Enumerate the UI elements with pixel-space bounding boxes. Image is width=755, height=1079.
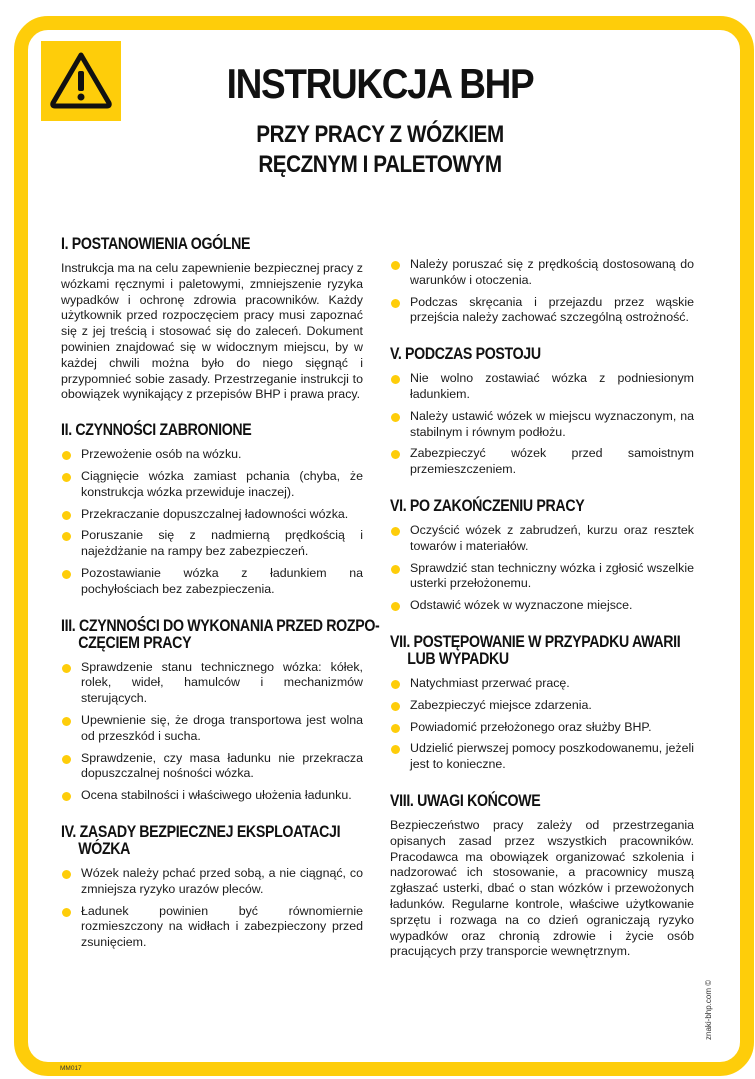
list-item: Natychmiast przerwać pracę. xyxy=(390,676,694,692)
bullet-dot-icon xyxy=(391,299,400,308)
bullet-dot-icon xyxy=(391,724,400,733)
page-title: INSTRUKCJA BHP xyxy=(226,60,534,107)
section-4-heading: IV. ZASADY BEZPIECZNEJ EKSPLOATACJI WÓZKA xyxy=(61,822,341,858)
bullet-dot-icon xyxy=(391,745,400,754)
subtitle-line-1: PRZY PRACY Z WÓZKIEM xyxy=(256,121,504,148)
list-item: Przekraczanie dopuszczalnej ładowności wózka. xyxy=(61,507,363,523)
warning-triangle-icon xyxy=(49,51,113,109)
list-item: Nie wolno zostawiać wózka z podniesionym ładunkiem. xyxy=(390,371,694,403)
list-item: Ciągnięcie wózka zamiast pchania (chyba, że konstrukcja wózka przewiduje inaczej). xyxy=(61,469,363,501)
list-item: Sprawdzenie, czy masa ładunku nie przekracza dopuszczalnej nośności wózka. xyxy=(61,751,363,783)
section-6-heading: VI. PO ZAKOŃCZENIU PRACY xyxy=(390,496,585,515)
bullet-dot-icon xyxy=(62,570,71,579)
bullet-dot-icon xyxy=(62,908,71,917)
bullet-dot-icon xyxy=(62,870,71,879)
section-8-heading: VIII. UWAGI KOŃCOWE xyxy=(390,791,541,810)
list-item: Powiadomić przełożonego oraz służby BHP. xyxy=(390,720,694,736)
section-1-heading: I. POSTANOWIENIA OGÓLNE xyxy=(61,235,251,253)
section-4-list-left xyxy=(61,866,363,951)
section-6-list xyxy=(390,523,694,614)
list-item: Przewożenie osób na wózku. xyxy=(61,447,363,463)
section-2-list xyxy=(61,447,363,597)
section-5-heading: V. PODCZAS POSTOJU xyxy=(390,345,541,364)
bullet-dot-icon xyxy=(391,527,400,536)
subtitle-line-2: RĘCZNYM I PALETOWYM xyxy=(258,151,502,178)
section-4-list-right xyxy=(390,257,694,326)
list-item: Należy poruszać się z prędkością dostosowaną do warunków i otoczenia. xyxy=(390,257,694,289)
page-subtitle xyxy=(174,120,587,180)
product-code: MM017 xyxy=(60,1065,82,1072)
list-item: Upewnienie się, że droga transportowa jest wolna od przeszkód i sucha. xyxy=(61,713,363,745)
bullet-dot-icon xyxy=(62,717,71,726)
list-item: Zabezpieczyć miejsce zdarzenia. xyxy=(390,698,694,714)
section-7-list xyxy=(390,676,694,773)
copyright-text: znaki-bhp.com © xyxy=(704,979,713,1040)
bullet-dot-icon xyxy=(62,451,71,460)
list-item: Zabezpieczyć wózek przed samoistnym przemieszczeniem. xyxy=(390,446,694,478)
section-1-text: Instrukcja ma na celu zapewnienie bezpiecznej pracy z wózkami ręcznymi i paletowymi, zmniejszenie ryzyka wypadków i ochronę zdrowia pracowników. Każdy użytkownik przed rozpoczęciem pracy musi zapoznać się z jej treścią i stosować się do zaleceń. Dokument powinien znajdować się w widocznym miejscu, by w każdej chwili można było do niego sięgnąć i przypomnieć sobie zasady. Przestrzeganie instrukcji to obowiązek wynikający z przepisów BHP i prawa pracy. xyxy=(61,261,363,402)
list-item: Wózek należy pchać przed sobą, a nie ciągnąć, co zmniejsza ryzyko urazów pleców. xyxy=(61,866,363,898)
list-item: Ocena stabilności i właściwego ułożenia ładunku. xyxy=(61,788,363,804)
warning-badge xyxy=(41,41,121,121)
bullet-dot-icon xyxy=(62,755,71,764)
list-item: Ładunek powinien być równomiernie rozmieszczony na widłach i zabezpieczony przed zsunięciem. xyxy=(61,904,363,951)
bullet-dot-icon xyxy=(62,792,71,801)
bullet-dot-icon xyxy=(391,375,400,384)
bullet-dot-icon xyxy=(62,664,71,673)
right-column xyxy=(390,257,694,960)
bullet-dot-icon xyxy=(391,702,400,711)
list-item: Sprawdzić stan techniczny wózka i zgłosić wszelkie usterki przełożonemu. xyxy=(390,561,694,593)
bullet-dot-icon xyxy=(391,680,400,689)
section-7-heading: VII. POSTĘPOWANIE W PRZYPADKU AWARII LUB WYPADKU xyxy=(390,632,681,668)
list-item: Oczyścić wózek z zabrudzeń, kurzu oraz resztek towarów i materiałów. xyxy=(390,523,694,555)
section-3-heading: III. CZYNNOŚCI DO WYKONANIA PRZED ROZPO- CZĘCIEM PRACY xyxy=(61,616,380,652)
section-8-text: Bezpieczeństwo pracy zależy od przestrzegania opisanych zasad przez wszystkich pracowników. Pracodawca ma obowiązek organizować szkolenia i nadzorować ich stosowanie, a pracownicy muszą zgłaszać usterki, dbać o stan wózków i przewożonych ładunków. Regularne kontrole, właściwe użytkowanie sprzętu i rozwaga na co dzień ograniczają ryzyko wypadków oraz chronią zdrowie i życie osób pracujących przy transporcie wewnętrznym. xyxy=(390,817,694,959)
list-item: Poruszanie się z nadmierną prędkością i najeżdżanie na rampy bez zabezpieczeń. xyxy=(61,528,363,560)
bullet-dot-icon xyxy=(391,261,400,270)
list-item: Sprawdzenie stanu technicznego wózka: kółek, rolek, wideł, hamulców i mechanizmów sterujących. xyxy=(61,660,363,707)
left-column xyxy=(61,235,380,957)
list-item: Odstawić wózek w wyznaczone miejsce. xyxy=(390,598,694,614)
bullet-dot-icon xyxy=(391,413,400,422)
list-item: Podczas skręcania i przejazdu przez wąskie przejścia należy zachować szczególną ostrożność. xyxy=(390,295,694,327)
bullet-dot-icon xyxy=(391,565,400,574)
bullet-dot-icon xyxy=(62,511,71,520)
bullet-dot-icon xyxy=(391,602,400,611)
bullet-dot-icon xyxy=(391,450,400,459)
list-item: Należy ustawić wózek w miejscu wyznaczonym, na stabilnym i równym podłożu. xyxy=(390,409,694,441)
section-2-heading: II. CZYNNOŚCI ZABRONIONE xyxy=(61,421,252,440)
bullet-dot-icon xyxy=(62,473,71,482)
section-3-list xyxy=(61,660,363,804)
list-item: Pozostawianie wózka z ładunkiem na pochyłościach bez zabezpieczenia. xyxy=(61,566,363,598)
list-item: Udzielić pierwszej pomocy poszkodowanemu, jeżeli jest to konieczne. xyxy=(390,741,694,773)
section-5-list xyxy=(390,371,694,478)
bullet-dot-icon xyxy=(62,532,71,541)
